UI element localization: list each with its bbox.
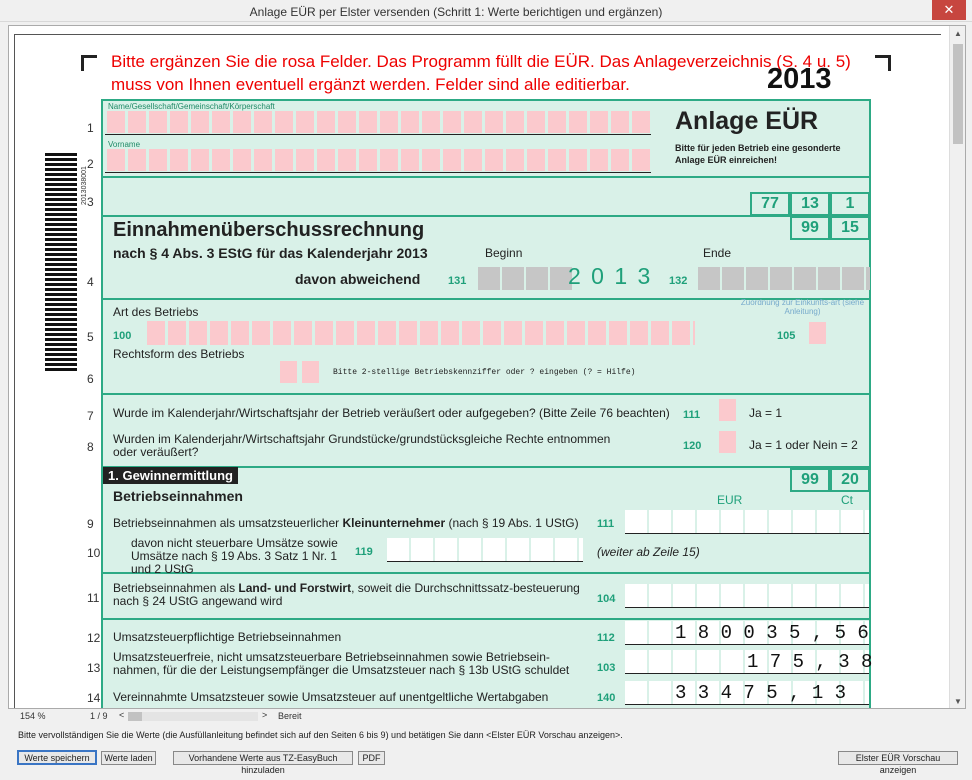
line14-label: Vereinnahmte Umsatzsteuer sowie Umsatzsteuer auf unentgeltliche Wertabgaben xyxy=(113,690,549,704)
zuordnung-label: Zuordnung zur Einkunfts-art (siehe Anleitung) xyxy=(740,298,865,316)
code-box: 13 xyxy=(790,192,830,216)
code-111: 111 xyxy=(597,518,615,530)
row-number: 13 xyxy=(87,661,101,675)
status-bar xyxy=(0,709,972,724)
line9-amount[interactable] xyxy=(625,510,869,534)
form-subtitle: nach § 4 Abs. 3 EStG für das Kalenderjahr 2013 xyxy=(113,245,428,261)
code-103: 103 xyxy=(597,662,616,674)
rechtsform-input[interactable] xyxy=(280,361,297,383)
code-box: 1 xyxy=(830,192,870,216)
load-values-button[interactable]: Werte laden xyxy=(101,751,156,765)
row-number: 3 xyxy=(87,195,94,209)
preview-button[interactable]: Elster EÜR Vorschau anzeigen xyxy=(838,751,958,765)
notice-text: Bitte ergänzen Sie die rosa Felder. Das Programm füllt die EÜR. Das Anlageverzeichnis (S. 4 u. 5) muss von Ihnen eventuell ergänzt werden. Felder sind alle editierbar. xyxy=(111,52,851,94)
line8-label: Wurden im Kalenderjahr/Wirtschaftsjahr Grundstücke/grundstücksgleiche Rechte entnommen oder veräußert? xyxy=(113,432,611,459)
anlage-hint: Bitte für jeden Betrieb eine gesonderte Anlage EÜR einreichen! xyxy=(675,143,841,165)
line7-label: Wurde im Kalenderjahr/Wirtschaftsjahr der Betrieb veräußert oder aufgegeben? (Bitte Zeile 76 beachten) xyxy=(113,406,670,420)
row-number: 14 xyxy=(87,691,101,705)
vertical-scrollbar[interactable] xyxy=(949,26,965,709)
code-120: 120 xyxy=(683,440,702,452)
rechtsform-hint: Bitte 2-stellige Betriebskennziffer oder ? eingeben (? = Hilfe) xyxy=(333,368,636,377)
vorname-label: Vorname xyxy=(108,140,141,149)
row-number: 8 xyxy=(87,440,94,454)
zuordnung-input[interactable] xyxy=(809,322,826,344)
ende-label: Ende xyxy=(703,246,732,260)
form-page xyxy=(14,34,941,709)
line10-label: davon nicht steuerbare Umsätze sowie Umsätze nach § 19 Abs. 3 Satz 1 Nr. 1 und 2 UStG xyxy=(131,536,338,576)
pdf-button[interactable]: PDF xyxy=(358,751,385,765)
line12-value: 1 8 0 0 3 5 , 5 6 xyxy=(675,622,869,644)
beginn-field[interactable] xyxy=(478,267,500,290)
barcode-text: 2013038001 xyxy=(81,166,88,205)
line11-label: Betriebseinnahmen als Land- und Forstwirt, soweit die Durchschnittssatz-besteuerung nach § 24 UStG angewand wird xyxy=(113,581,580,608)
code-132: 132 xyxy=(669,275,688,287)
abweichend-label: davon abweichend xyxy=(295,271,421,287)
corner-mark xyxy=(81,55,97,71)
ende-field[interactable] xyxy=(698,267,870,290)
betriebseinnahmen-heading: Betriebseinnahmen xyxy=(113,488,243,504)
page-indicator: 1 / 9 xyxy=(90,711,108,721)
code-111: 111 xyxy=(683,409,701,421)
prev-page-icon[interactable]: < xyxy=(119,710,125,720)
scroll-thumb[interactable] xyxy=(953,44,963,144)
line8-hint: Ja = 1 oder Nein = 2 xyxy=(749,438,858,452)
beginn-label: Beginn xyxy=(485,246,523,260)
close-button[interactable]: ✕ xyxy=(932,0,966,20)
code-119: 119 xyxy=(355,546,373,558)
next-page-icon[interactable]: > xyxy=(262,710,268,720)
import-values-button[interactable]: Vorhandene Werte aus TZ-EasyBuch hinzuladen xyxy=(173,751,353,765)
code-box: 15 xyxy=(830,216,870,240)
title-bar xyxy=(0,0,972,22)
code-104: 104 xyxy=(597,593,616,605)
row-number: 11 xyxy=(87,591,100,605)
line12-label: Umsatzsteuerpflichtige Betriebseinnahmen xyxy=(113,630,342,644)
beginn-year: 2 0 1 3 xyxy=(568,263,653,289)
scroll-down-icon[interactable]: ▼ xyxy=(954,697,962,706)
code-100: 100 xyxy=(113,330,132,342)
ct-label: Ct xyxy=(841,493,853,507)
code-box: 99 xyxy=(790,216,830,240)
row-number: 12 xyxy=(87,631,101,645)
art-label: Art des Betriebs xyxy=(113,305,199,319)
art-input[interactable] xyxy=(147,321,695,345)
line10-hint: (weiter ab Zeile 15) xyxy=(597,545,700,559)
row-number: 9 xyxy=(87,517,94,531)
line9-label: Betriebseinnahmen als umsatzsteuerlicher Kleinunternehmer (nach § 19 Abs. 1 UStG) xyxy=(113,516,579,530)
row-number: 1 xyxy=(87,121,94,135)
rechtsform-label: Rechtsform des Betriebs xyxy=(113,347,245,361)
row-number: 7 xyxy=(87,409,94,423)
line13-label: Umsatzsteuerfreie, nicht umsatzsteuerbare Betriebseinnahmen sowie Betriebsein-nahmen, für die der Leistungsempfänger die Umsatzsteuer nach § 13b UStG schuldet xyxy=(113,650,570,677)
window-title: Anlage EÜR per Elster versenden (Schritt 1: Werte berichtigen und ergänzen) xyxy=(249,5,663,19)
line7-hint: Ja = 1 xyxy=(749,406,783,420)
name-label: Name/Gesellschaft/Gemeinschaft/Körperschaft xyxy=(108,102,275,111)
code-box: 20 xyxy=(830,468,870,492)
form-year: 2013 xyxy=(767,63,832,95)
line8-input[interactable] xyxy=(719,431,736,453)
status-text: Bereit xyxy=(278,711,302,721)
code-105: 105 xyxy=(777,330,796,342)
code-box: 99 xyxy=(790,468,830,492)
line11-amount[interactable] xyxy=(625,584,869,608)
form-title: Einnahmenüberschussrechnung xyxy=(113,219,425,241)
line13-value: 1 7 5 , 3 8 xyxy=(747,651,873,673)
document-viewer[interactable] xyxy=(8,25,966,709)
section-header: 1. Gewinnermittlung xyxy=(103,467,238,484)
corner-mark xyxy=(875,55,891,71)
code-140: 140 xyxy=(597,692,616,704)
line7-input[interactable] xyxy=(719,399,736,421)
vorname-input[interactable] xyxy=(105,149,651,173)
beginn-field xyxy=(526,267,548,290)
beginn-field xyxy=(502,267,524,290)
row-number: 4 xyxy=(87,275,94,289)
instruction-text: Bitte vervollständigen Sie die Werte (die Ausfüllanleitung befindet sich auf den Seiten 6 bis 9) und betätigen Sie dann <Elster EÜR Vorschau anzeigen>. xyxy=(18,730,623,740)
barcode xyxy=(45,153,77,383)
eur-label: EUR xyxy=(717,493,743,507)
code-131: 131 xyxy=(448,275,467,287)
anlage-title: Anlage EÜR xyxy=(675,107,819,135)
row-number: 2 xyxy=(87,157,94,171)
row-number: 5 xyxy=(87,330,94,344)
rechtsform-input[interactable] xyxy=(302,361,319,383)
name-input[interactable] xyxy=(105,111,651,135)
page-scrollbar[interactable] xyxy=(128,712,258,721)
row-number: 10 xyxy=(87,546,101,560)
code-box: 77 xyxy=(750,192,790,216)
save-values-button[interactable]: Werte speichern xyxy=(17,750,97,765)
code-112: 112 xyxy=(597,632,615,644)
zoom-level[interactable]: 154 % xyxy=(20,711,46,721)
scroll-up-icon[interactable]: ▲ xyxy=(954,29,962,38)
line10-amount[interactable] xyxy=(387,538,583,562)
line14-value: 3 3 4 7 5 , 1 3 xyxy=(675,682,847,704)
row-number: 6 xyxy=(87,372,94,386)
